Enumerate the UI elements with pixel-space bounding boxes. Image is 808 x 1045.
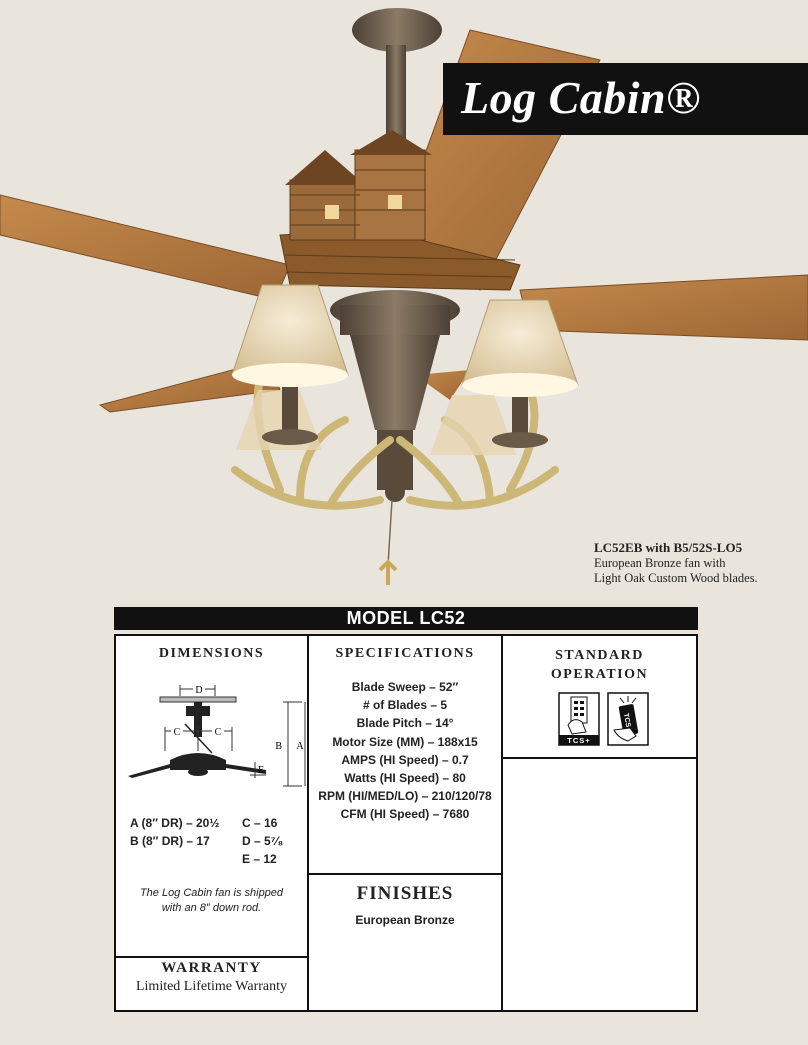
spec-item: Motor Size (MM) – 188x15 — [332, 734, 478, 749]
diagram-label-d: D — [195, 685, 203, 696]
photo-caption — [594, 540, 799, 586]
spec-item: CFM (HI Speed) – 7680 — [340, 807, 470, 822]
spec-item: Blade Pitch – 14° — [356, 716, 454, 731]
tcs-plus-label: TCS+ — [567, 736, 591, 745]
diagram-label-a: A — [296, 741, 304, 752]
spec-item: AMPS (HI Speed) – 0.7 — [341, 752, 469, 767]
dimension-value: E – 12 — [242, 852, 277, 866]
blank-panel — [501, 757, 698, 1012]
diagram-label-b: B — [275, 741, 282, 752]
warranty-panel — [114, 956, 309, 1012]
finishes-panel — [307, 873, 503, 1012]
heading-line: STANDARD — [555, 648, 644, 663]
product-title: Log Cabin® — [461, 72, 702, 123]
finishes-heading: FINISHES — [356, 883, 454, 904]
caption-line: Light Oak Custom Wood blades. — [594, 571, 758, 585]
spec-item: Blade Sweep – 52″ — [351, 680, 459, 694]
caption-model: LC52EB with B5/52S-LO5 — [594, 540, 743, 555]
specifications-panel — [307, 634, 503, 875]
heading-line: OPERATION — [550, 667, 649, 682]
diagram-label-e: E — [258, 765, 265, 776]
dimension-value: D – 5⁷⁄₈ — [242, 834, 284, 848]
diagram-label-c-right: C — [214, 727, 222, 738]
dimension-value: B (8″ DR) – 17 — [130, 834, 210, 848]
specifications-list — [309, 678, 501, 824]
dimension-value: C – 16 — [242, 816, 278, 830]
warranty-heading: WARRANTY — [161, 960, 262, 976]
note-line: The Log Cabin fan is shipped — [139, 887, 284, 899]
spec-item: RPM (HI/MED/LO) – 210/120/78 — [318, 789, 492, 804]
dimension-diagram — [120, 676, 310, 801]
diagram-label-c-left: C — [173, 727, 181, 738]
note-line: with an 8″ down rod. — [161, 902, 262, 914]
standard-operation-heading — [503, 646, 696, 684]
spec-item: # of Blades – 5 — [362, 698, 448, 713]
tcs-label: TCS — [621, 712, 632, 728]
specifications-heading: SPECIFICATIONS — [335, 646, 475, 661]
finish-value: European Bronze — [355, 913, 455, 927]
standard-operation-panel — [501, 634, 698, 759]
dimension-value: A (8″ DR) – 20½ — [130, 816, 220, 830]
model-heading: MODEL LC52 — [114, 607, 698, 630]
dimensions-heading: DIMENSIONS — [158, 646, 265, 661]
caption-line: European Bronze fan with — [594, 556, 726, 570]
spec-item: Watts (HI Speed) – 80 — [344, 771, 466, 786]
remote-control-icon — [558, 692, 650, 748]
warranty-value: Limited Lifetime Warranty — [135, 979, 287, 994]
title-band — [443, 63, 808, 135]
downrod-note — [124, 886, 299, 916]
